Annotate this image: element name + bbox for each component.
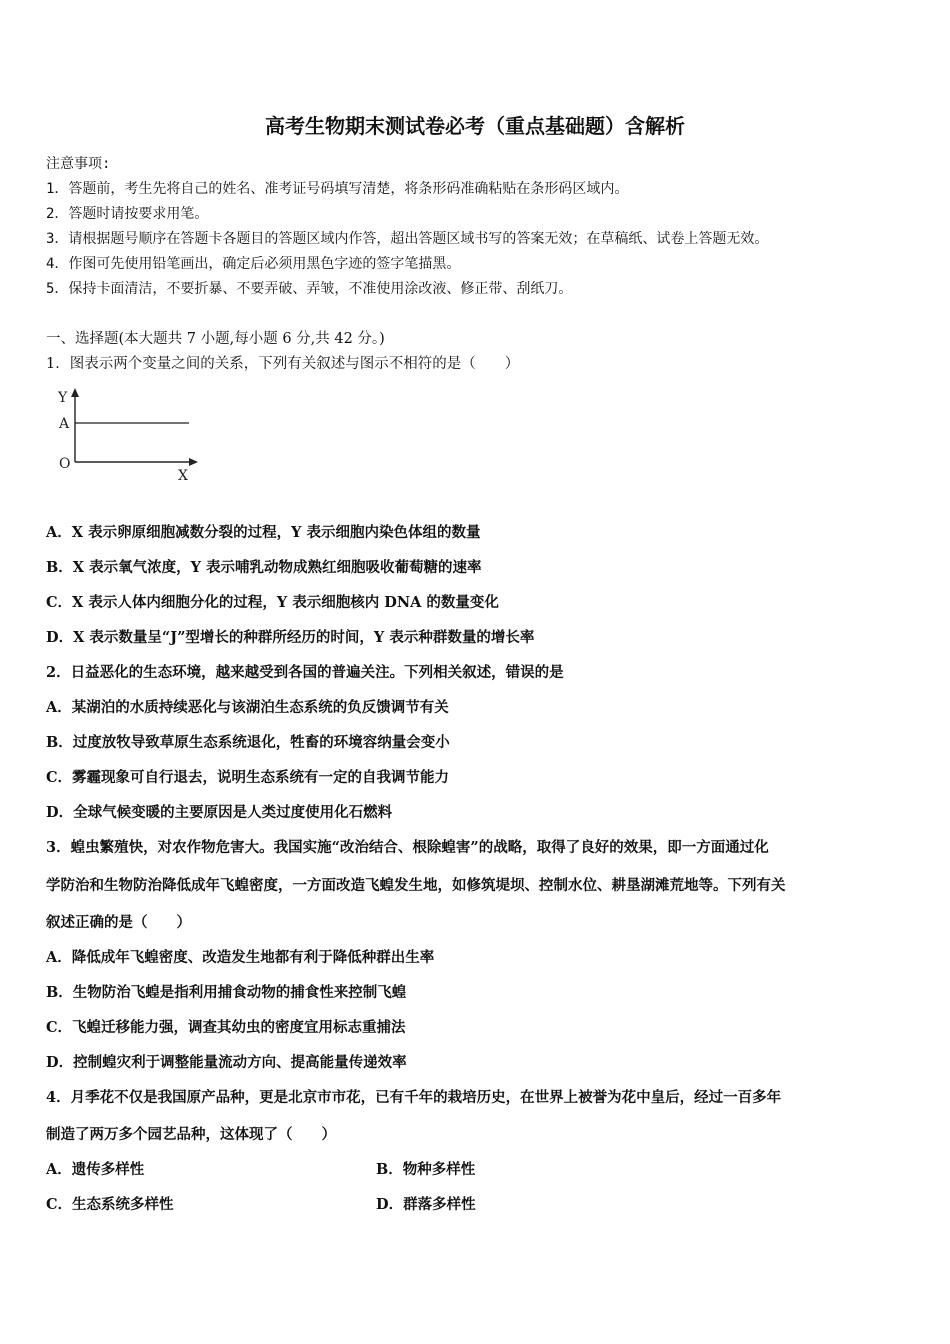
question-3-option-b <box>46 981 406 1002</box>
question-1-option-a <box>46 521 480 542</box>
option-text: 降低成年飞蝗密度、改造发生地都有利于降低种群出生率 <box>71 949 435 966</box>
option-text: 物种多样性 <box>402 1161 476 1178</box>
document-title: 高考生物期末测试卷必考（重点基础题）含解析 <box>265 114 685 138</box>
question-4-stem-line: 4．月季花不仅是我国原产品种，更是北京市市花，已有千年的栽培历史，在世界上被誉为花中皇后，经过一百多年 <box>46 1089 782 1106</box>
question-3-option-a <box>46 946 434 967</box>
option-text: 群落多样性 <box>403 1196 476 1213</box>
option-letter: D． <box>46 629 74 646</box>
option-letter: D． <box>46 804 74 821</box>
y-axis-arrow <box>71 388 79 397</box>
question-4-option-c <box>46 1193 174 1214</box>
question-3-option-d <box>46 1051 407 1072</box>
notice-item: 1．答题前，考生先将自己的姓名、准考证号码填写清楚，将条形码准确粘贴在条形码区域内。 <box>46 181 629 197</box>
question-3-stem-line: 3．蝗虫繁殖快，对农作物危害大。我国实施“改治结合、根除蝗害”的战略，取得了良好的效果，即一方面通过化 <box>46 839 769 856</box>
option-letter: B． <box>46 984 73 1001</box>
option-text: 控制蝗灾利于调整能量流动方向、提高能量传递效率 <box>73 1054 407 1071</box>
question-3-stem-line: 叙述正确的是（ ） <box>46 914 191 931</box>
option-letter: C． <box>46 594 73 611</box>
question-4-stem-line: 制造了两万多个园艺品种，这体现了（ ） <box>46 1126 336 1143</box>
notice-heading: 注意事项: <box>46 156 111 172</box>
question-4-option-a <box>46 1158 144 1179</box>
question-1-stem: 1．图表示两个变量之间的关系，下列有关叙述与图示不相符的是（ ） <box>46 356 520 372</box>
question-2-option-c <box>46 766 449 787</box>
question-1-option-d <box>46 626 534 647</box>
option-text: 某湖泊的水质持续恶化与该湖泊生态系统的负反馈调节有关 <box>71 699 449 716</box>
question-1-option-c <box>46 591 499 612</box>
option-letter: C． <box>46 769 73 786</box>
question-2-stem: 2．日益恶化的生态环境，越来越受到各国的普遍关注。下列相关叙述，错误的是 <box>46 664 564 681</box>
question-1-graph <box>52 382 212 492</box>
option-letter: A． <box>46 699 72 716</box>
origin-label: O <box>59 456 71 472</box>
option-letter: A． <box>46 524 72 541</box>
option-letter: C． <box>46 1196 73 1213</box>
option-letter: A． <box>46 1161 72 1178</box>
question-2-option-d <box>46 801 392 822</box>
section-heading: 一、选择题(本大题共 7 小题,每小题 6 分,共 42 分。) <box>46 331 385 347</box>
y-axis-label: Y <box>58 390 68 406</box>
notice-item: 3．请根据题号顺序在答题卡各题目的答题区域内作答，超出答题区域书写的答案无效；在草稿纸、试卷上答题无效。 <box>46 231 769 247</box>
question-4-option-d <box>376 1193 476 1214</box>
option-text: X 表示氧气浓度，Y 表示哺乳动物成熟红细胞吸收葡萄糖的速率 <box>72 559 482 576</box>
question-2-option-a <box>46 696 449 717</box>
question-2-option-b <box>46 731 450 752</box>
question-3-stem-line: 学防治和生物防治降低成年飞蝗密度，一方面改造飞蝗发生地，如修筑堤坝、控制水位、耕垦湖滩荒地等。下列有关 <box>46 877 786 894</box>
option-letter: D． <box>46 1054 74 1071</box>
question-3-option-c <box>46 1016 406 1037</box>
option-letter: C． <box>46 1019 73 1036</box>
option-text: X 表示人体内细胞分化的过程，Y 表示细胞核内 DNA 的数量变化 <box>72 594 499 611</box>
option-text: 全球气候变暖的主要原因是人类过度使用化石燃料 <box>73 804 393 821</box>
option-text: 过度放牧导致草原生态系统退化，牲畜的环境容纳量会变小 <box>72 734 450 751</box>
option-letter: B． <box>46 734 73 751</box>
option-letter: B． <box>46 559 73 576</box>
x-axis-label: X <box>178 468 188 484</box>
a-value-label: A <box>59 416 70 432</box>
option-text: 生物防治飞蝗是指利用捕食动物的捕食性来控制飞蝗 <box>72 984 407 1001</box>
option-text: 遗传多样性 <box>71 1161 145 1178</box>
question-4-option-b <box>376 1158 475 1179</box>
option-letter: B． <box>376 1161 403 1178</box>
option-letter: A． <box>46 949 72 966</box>
option-text: 雾霾现象可自行退去，说明生态系统有一定的自我调节能力 <box>72 769 450 786</box>
option-text: 飞蝗迁移能力强，调查其幼虫的密度宜用标志重捕法 <box>72 1019 406 1036</box>
notice-item: 4．作图可先使用铅笔画出，确定后必须用黑色字迹的签字笔描黑。 <box>46 256 461 272</box>
option-text: 生态系统多样性 <box>72 1196 174 1213</box>
option-text: X 表示数量呈“J”型增长的种群所经历的时间，Y 表示种群数量的增长率 <box>73 629 535 646</box>
notice-item: 2．答题时请按要求用笔。 <box>46 206 209 222</box>
x-axis-arrow <box>189 458 198 466</box>
question-1-option-b <box>46 556 481 577</box>
notice-item: 5．保持卡面清洁，不要折暴、不要弄破、弄皱，不准使用涂改液、修正带、刮纸刀。 <box>46 281 573 297</box>
option-text: X 表示卵原细胞减数分裂的过程，Y 表示细胞内染色体组的数量 <box>71 524 481 541</box>
option-letter: D． <box>376 1196 404 1213</box>
